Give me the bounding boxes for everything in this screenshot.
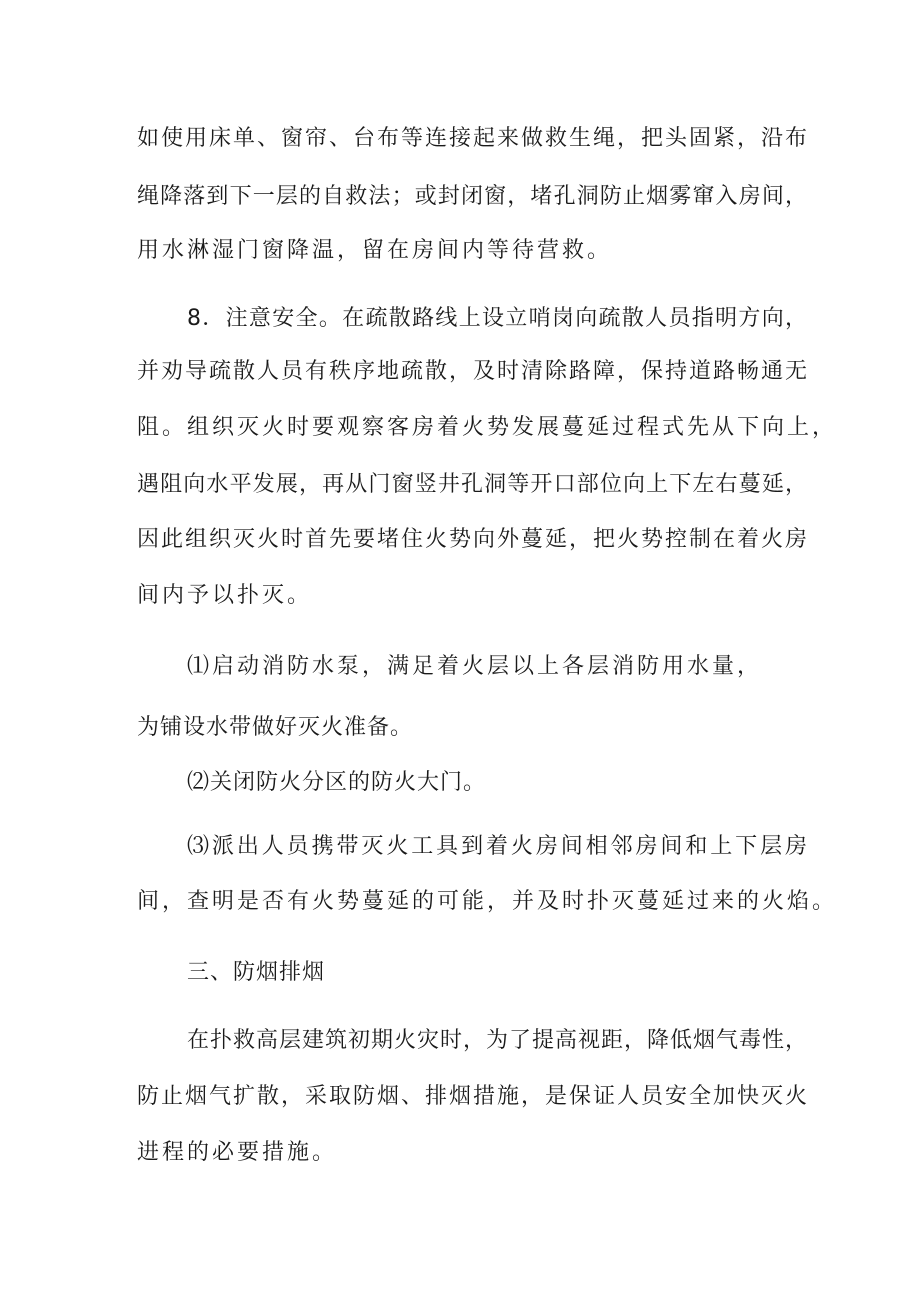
item-1-line-2: 为铺设水带做好灭火准备。 [137, 715, 414, 740]
paragraph-safety-line-1: 8．注意安全。在疏散路线上设立哨岗向疏散人员指明方向， [187, 306, 807, 331]
paragraph-smoke-line-2: 防止烟气扩散，采取防烟、排烟措施，是保证人员安全加快灭火 [137, 1084, 807, 1109]
paragraph-rescue-line-1: 如使用床单、窗帘、台布等连接起来做救生绳，把头固紧，沿布 [137, 126, 807, 151]
paragraph-safety-line-4: 遇阻向水平发展，再从门窗竖井孔洞等开口部位向上下左右蔓延， [137, 472, 807, 497]
paragraph-safety-line-6: 间内予以扑灭。 [137, 583, 313, 608]
item-2-line-1: ⑵关闭防火分区的防火大门。 [187, 770, 487, 795]
paragraph-rescue-line-3: 用水淋湿门窗降温，留在房间内等待营救。 [137, 238, 613, 263]
item-3-line-1: ⑶派出人员携带灭火工具到着火房间相邻房间和上下层房 [187, 834, 807, 859]
item-3-line-2: 间，查明是否有火势蔓延的可能，并及时扑灭蔓延过来的火焰。 [137, 889, 838, 914]
paragraph-safety-line-3: 阻。组织灭火时要观察客房着火势发展蔓延过程式先从下向上， [137, 415, 838, 440]
paragraph-safety-line-5: 因此组织灭火时首先要堵住火势向外蔓延，把火势控制在着火房 [137, 527, 807, 552]
section-heading: 三、防烟排烟 [187, 960, 326, 985]
item-1-line-1: ⑴启动消防水泵，满足着火层以上各层消防用水量， [187, 654, 763, 679]
paragraph-safety-line-2: 并劝导疏散人员有秩序地疏散，及时清除路障，保持道路畅通无 [137, 359, 807, 384]
paragraph-smoke-line-3: 进程的必要措施。 [137, 1140, 338, 1165]
paragraph-smoke-line-1: 在扑救高层建筑初期火灾时，为了提高视距，降低烟气毒性， [187, 1028, 807, 1053]
paragraph-rescue-line-2: 绳降落到下一层的自救法；或封闭窗，堵孔洞防止烟雾窜入房间， [137, 184, 807, 209]
